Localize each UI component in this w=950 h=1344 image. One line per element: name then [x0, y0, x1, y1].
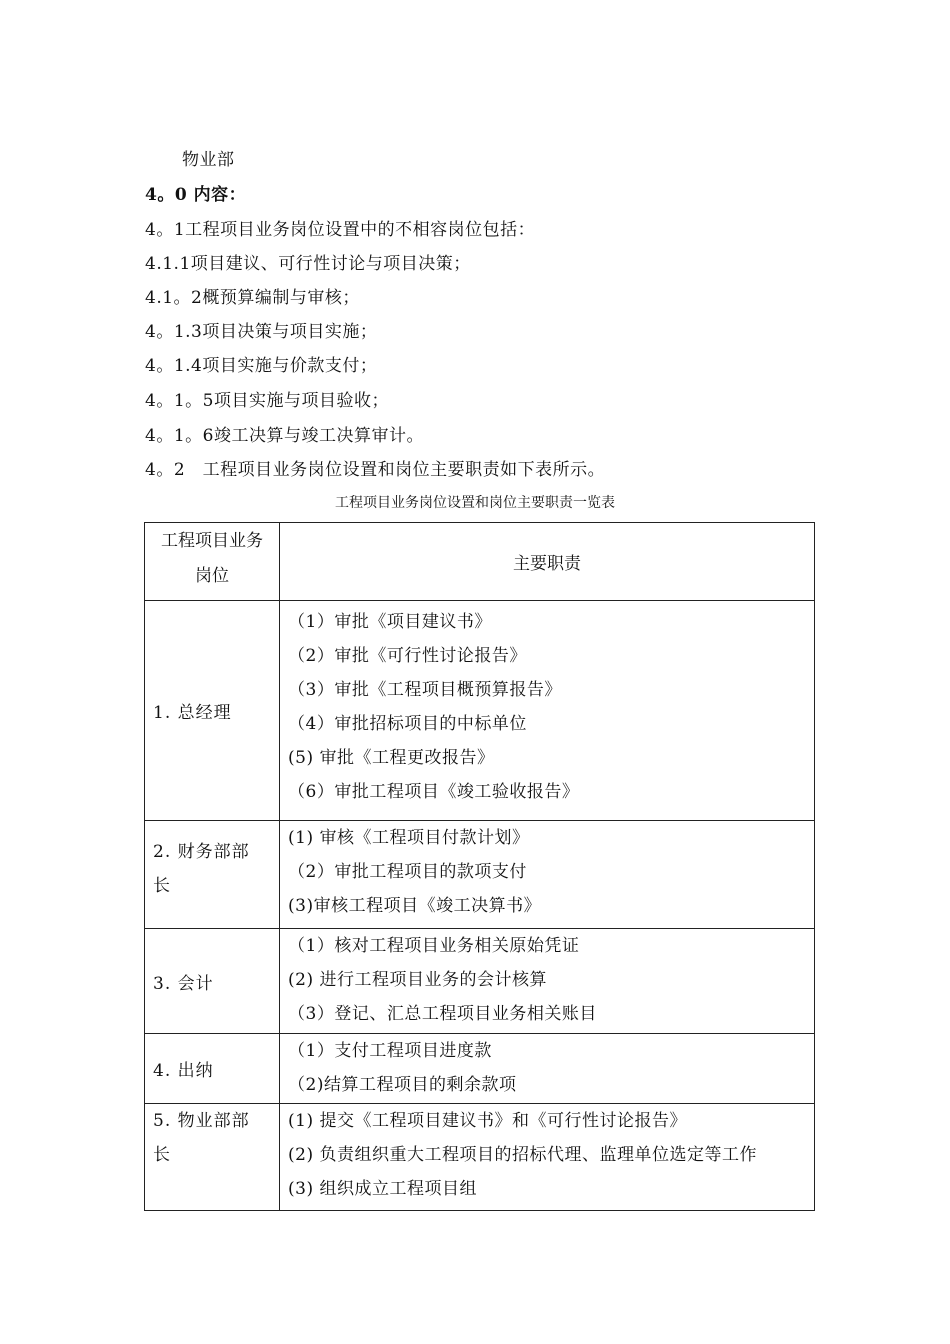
table-row	[145, 601, 815, 821]
duty-table	[144, 522, 815, 1211]
duty-item: (3)审核工程项目《竣工决算书》	[288, 896, 542, 916]
role-cell	[145, 1104, 280, 1211]
duty-item: （3）审批《工程项目概预算报告》	[288, 680, 562, 700]
duty-item: （1）支付工程项目进度款	[288, 1041, 492, 1061]
header-fragment: 物业部	[182, 150, 235, 170]
role-cell	[145, 1034, 280, 1104]
role-label: 2. 财务部部	[153, 842, 250, 862]
header-duties-cell: 主要职责	[280, 523, 815, 601]
duty-item: (1) 提交《工程项目建议书》和《可行性讨论报告》	[288, 1111, 687, 1131]
duty-item: (2) 进行工程项目业务的会计核算	[288, 970, 547, 990]
duties-cell	[280, 601, 815, 821]
duty-item: (3) 组织成立工程项目组	[288, 1179, 477, 1199]
paragraph: 4。1.3项目决策与项目实施；	[145, 322, 378, 342]
role-label: 3. 会计	[153, 973, 214, 994]
paragraph: 4。1工程项目业务岗位设置中的不相容岗位包括：	[145, 220, 536, 240]
role-cell	[145, 601, 280, 821]
duty-item: （2)结算工程项目的剩余款项	[288, 1075, 517, 1095]
duties-cell	[280, 1034, 815, 1104]
header-role-line: 工程项目业务	[161, 531, 263, 551]
role-cell	[145, 821, 280, 929]
table-header-row	[145, 523, 815, 601]
section-title: 4。0 内容：	[145, 185, 247, 205]
duty-item: (2) 负责组织重大工程项目的招标代理、监理单位选定等工作	[288, 1145, 757, 1165]
header-role-line: 岗位	[195, 566, 229, 586]
paragraph: 4。1。5项目实施与项目验收；	[145, 391, 389, 411]
table-caption: 工程项目业务岗位设置和岗位主要职责一览表	[335, 495, 615, 511]
role-cell	[145, 929, 280, 1034]
role-label: 5. 物业部部	[153, 1111, 250, 1131]
table-row	[145, 929, 815, 1034]
paragraph: 4.1。2概预算编制与审核；	[145, 288, 360, 308]
role-label: 长	[153, 876, 171, 896]
header-role-cell	[145, 523, 280, 601]
role-label: 1. 总经理	[153, 703, 232, 723]
duties-cell	[280, 1104, 815, 1211]
duty-item: （3）登记、汇总工程项目业务相关账目	[288, 1004, 597, 1024]
duties-cell	[280, 929, 815, 1034]
duty-item: (5) 审批《工程更改报告》	[288, 748, 495, 768]
role-label: 4. 出纳	[153, 1061, 214, 1081]
paragraph: 4。2 工程项目业务岗位设置和岗位主要职责如下表所示。	[145, 460, 606, 480]
role-label: 长	[153, 1145, 171, 1165]
duty-item: （1）核对工程项目业务相关原始凭证	[288, 936, 580, 956]
paragraph: 4.1.1项目建议、可行性讨论与项目决策；	[145, 254, 471, 274]
table-row	[145, 821, 815, 929]
duty-item: (1) 审核《工程项目付款计划》	[288, 828, 530, 848]
paragraph: 4。1.4项目实施与价款支付；	[145, 356, 378, 376]
duties-cell	[280, 821, 815, 929]
duty-item: （2）审批《可行性讨论报告》	[288, 646, 527, 666]
duty-item: （1）审批《项目建议书》	[288, 612, 492, 632]
table-row	[145, 1104, 815, 1211]
table-row	[145, 1034, 815, 1104]
paragraph: 4。1。6竣工决算与竣工决算审计。	[145, 426, 424, 446]
duty-item: （4）审批招标项目的中标单位	[288, 714, 527, 734]
duty-item: （6）审批工程项目《竣工验收报告》	[288, 782, 580, 802]
duty-item: （2）审批工程项目的款项支付	[288, 862, 527, 882]
